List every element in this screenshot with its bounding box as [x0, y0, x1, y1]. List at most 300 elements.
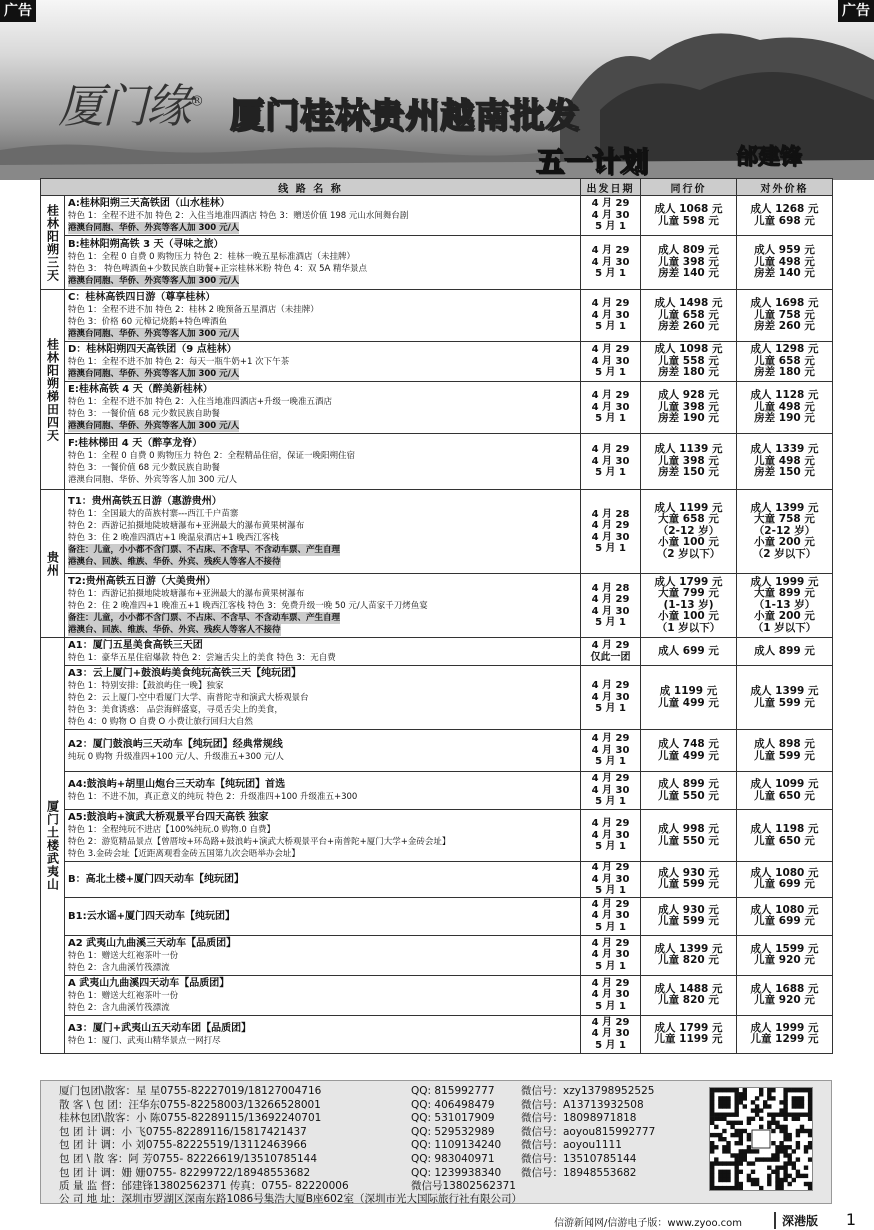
header-route: 线 路 名 称 — [41, 179, 581, 196]
retail-price: 儿童 920 元 — [754, 954, 815, 966]
route-cell[interactable] — [65, 574, 581, 638]
header-retail-price: 对外价格 — [737, 179, 833, 196]
peer-price: 成 1199 元 — [659, 685, 718, 697]
table-row — [41, 382, 833, 434]
retail-price-cell — [737, 935, 833, 975]
table-row — [41, 810, 833, 862]
peer-price: 成人 930 元 — [658, 866, 719, 879]
peer-price: 成人 809 元 — [658, 244, 719, 257]
retail-price: 儿童 658 元 — [754, 354, 815, 367]
peer-price: 房差 180 元 — [658, 366, 719, 379]
route-note: 备注：儿童，小小都不含门票、不占床、不含早、不含动车票、产生自理 — [68, 545, 341, 555]
contact-qq: QQ: 983040971 — [411, 1152, 495, 1165]
departure-date: 4 月 29 — [591, 733, 630, 745]
route-cell[interactable] — [65, 772, 581, 810]
route-feature: 特色 2：游览精品景点【曾厝垵+环岛路+鼓浪屿+演武大桥观景平台+南普陀+厦门大学+金砖会址】 — [68, 837, 451, 847]
category-label: 贵州 — [45, 550, 60, 577]
retail-price: 儿童 599 元 — [754, 696, 815, 709]
retail-price: 房差 260 元 — [754, 320, 815, 333]
departure-date: 4 月 29 — [591, 898, 630, 910]
route-feature: 特色 1：赠送大红袍茶叶一份 — [68, 950, 179, 961]
departure-date: 5 月 1 — [595, 756, 626, 768]
departure-date: 5 月 1 — [595, 413, 626, 425]
peer-price: 儿童 1199 元 — [654, 1033, 723, 1045]
banner-subtitle: 五一计划 — [536, 145, 649, 178]
retail-price-cell — [737, 574, 833, 638]
route-feature: 特色 1：豪华五星住宿爆款 特色 2：尝遍舌尖上的美食 特色 3：无自费 — [68, 653, 336, 663]
retail-price-cell — [737, 772, 833, 810]
peer-price-cell — [641, 862, 737, 898]
route-title[interactable]: A3：厦门+武夷山五天动车团【品质团】 — [68, 1022, 252, 1034]
peer-price: 大童 799 元 — [658, 587, 719, 600]
contact-row — [59, 1126, 655, 1140]
route-feature: 特色 1：全国最大的苗族村寨---西江千户苗寨 — [68, 509, 239, 519]
retail-price-cell — [737, 490, 833, 574]
retail-price: 成人 1099 元 — [750, 778, 819, 790]
category-cell — [41, 290, 65, 490]
route-cell[interactable] — [65, 638, 581, 666]
route-feature: 特色 3：住 2 晚准四酒店+1 晚温泉酒店+1 晚西江客栈 — [68, 533, 279, 543]
page-number: 1 — [845, 1210, 856, 1229]
retail-price-cell — [737, 666, 833, 730]
category-cell — [41, 490, 65, 638]
peer-price-cell — [641, 772, 737, 810]
contact-qq: QQ: 531017909 — [411, 1112, 495, 1125]
retail-price: 儿童 1299 元 — [750, 1033, 819, 1045]
retail-price-cell — [737, 897, 833, 935]
route-cell[interactable] — [65, 342, 581, 382]
departure-date: 4 月 29 — [591, 773, 630, 785]
route-feature: 特色 3：一餐价值 68 元少数民族自助餐 — [68, 463, 220, 473]
contact-row — [59, 1180, 655, 1194]
retail-price-cell — [737, 730, 833, 772]
date-cell — [581, 490, 641, 574]
route-title[interactable]: A1：厦门五星美食高铁三天团 — [68, 640, 203, 651]
retail-price: 成人 1399 元 — [750, 501, 819, 514]
departure-date: 5 月 1 — [595, 268, 626, 280]
retail-price: 成人 1399 元 — [750, 685, 819, 697]
departure-date: 4 月 30 — [591, 949, 630, 961]
contact-row — [59, 1167, 655, 1181]
route-feature: 特色 1：特别安排:【鼓浪屿住一晚】独家 — [68, 681, 224, 691]
category-cell — [41, 196, 65, 290]
route-note-row — [68, 275, 577, 287]
retail-price: 房差 190 元 — [754, 412, 815, 425]
retail-price: 儿童 498 元 — [754, 454, 815, 467]
peer-price: 成人 1498 元 — [654, 297, 723, 310]
ad-tag-left: 广告 — [0, 0, 36, 22]
table-row — [41, 862, 833, 898]
retail-price-cell — [737, 342, 833, 382]
route-cell[interactable] — [65, 196, 581, 236]
retail-price: 大童 758 元 — [754, 513, 815, 526]
date-cell — [581, 236, 641, 290]
route-note-row — [68, 624, 577, 636]
date-cell — [581, 772, 641, 810]
departure-date: 4 月 30 — [591, 744, 630, 756]
peer-price: 成人 928 元 — [658, 389, 719, 402]
departure-date: 4 月 29 — [591, 862, 630, 873]
departure-date: 仅此一团 — [590, 651, 631, 663]
retail-price: 成人 898 元 — [754, 738, 815, 750]
contact-qq: 微信号13802562371 — [411, 1180, 516, 1193]
departure-date: 5 月 1 — [595, 960, 626, 972]
table-row — [41, 1015, 833, 1053]
departure-date: 4 月 30 — [591, 784, 630, 796]
route-note-row — [68, 328, 577, 340]
peer-price: 成人 748 元 — [658, 738, 719, 750]
route-note: 港澳台、回族、维族、华侨、外宾、残疾人等客人不接待 — [68, 625, 281, 635]
banner-title: 厦门桂林贵州越南批发 — [230, 96, 580, 136]
route-title[interactable]: F:桂林梯田 4 天（醉享龙脊） — [68, 438, 203, 449]
retail-price: 儿童 758 元 — [754, 308, 815, 321]
contact-qq: QQ: 1239938340 — [411, 1166, 502, 1179]
route-cell[interactable] — [65, 975, 581, 1015]
peer-price-cell — [641, 196, 737, 236]
peer-price: 儿童 820 元 — [658, 994, 719, 1006]
route-note-row — [68, 420, 577, 432]
route-feature: 纯玩 0 购物 升级准四+100 元/人、升级准五+300 元/人 — [68, 752, 284, 762]
route-feature: 特色 1：厦门、武夷山精华景点一网打尽 — [68, 1035, 221, 1046]
peer-price-cell — [641, 897, 737, 935]
route-feature: 特色 1：全程 0 自费 0 购物压力 特色 2：全程精品住宿，保证一晚阳朔住宿 — [68, 451, 356, 461]
retail-price: 成人 1080 元 — [750, 866, 819, 879]
peer-price: 成人 899 元 — [658, 778, 719, 790]
date-cell — [581, 935, 641, 975]
route-feature: 特色 1：赠送大红袍茶叶一份 — [68, 990, 179, 1001]
route-title[interactable]: A3：云上厦门+鼓浪屿美食纯玩高铁三天【纯玩团】 — [68, 668, 302, 679]
departure-date: 4 月 30 — [591, 256, 630, 268]
route-cell[interactable] — [65, 236, 581, 290]
route-title[interactable]: D：桂林阳朔四天高铁团（9 点桂林） — [68, 344, 237, 355]
peer-price-cell — [641, 342, 737, 382]
date-cell — [581, 897, 641, 935]
table-row — [41, 290, 833, 342]
departure-date: 5 月 1 — [595, 921, 626, 933]
table-row — [41, 638, 833, 666]
departure-date: 4 月 30 — [591, 401, 630, 413]
category-label: 桂林阳朔三天 — [45, 203, 60, 282]
peer-price: 大童 658 元 — [658, 513, 719, 526]
table-row — [41, 666, 833, 730]
departure-date: 4 月 29 — [591, 594, 630, 605]
route-cell[interactable] — [65, 897, 581, 935]
website-text: 信游新闻网/信游电子版：www.zyoo.com — [554, 1218, 742, 1229]
table-row — [41, 574, 833, 638]
retail-price: 小童 200 元 — [754, 610, 815, 623]
route-cell[interactable] — [65, 490, 581, 574]
route-cell[interactable] — [65, 730, 581, 772]
wechat-qr-code[interactable] — [709, 1087, 813, 1191]
route-feature: 特色 1：全程不进不加 特色 2：每天一瓶牛奶+1 次下午茶 — [68, 357, 290, 367]
contact-row — [59, 1153, 655, 1167]
date-cell — [581, 1015, 641, 1053]
category-label: 桂林阳朔梯田四天 — [45, 337, 60, 442]
departure-date: 4 月 29 — [591, 818, 630, 830]
retail-price: 儿童 920 元 — [754, 994, 815, 1006]
departure-date: 5 月 1 — [595, 841, 626, 853]
departure-date: 5 月 1 — [595, 796, 626, 808]
peer-price: 房差 140 元 — [658, 267, 719, 280]
peer-price: 成人 1199 元 — [654, 501, 723, 514]
route-note-row — [68, 368, 577, 380]
route-cell[interactable] — [65, 382, 581, 434]
contact-name-phone: 包 团 计 调：姗 姗0755- 82299722/18948553682 — [59, 1166, 311, 1179]
route-cell[interactable] — [65, 666, 581, 730]
retail-price: 儿童 699 元 — [754, 915, 815, 927]
retail-price: 儿童 699 元 — [754, 878, 815, 891]
peer-price: 房差 190 元 — [658, 412, 719, 425]
contact-qq: QQ: 529532989 — [411, 1125, 495, 1138]
peer-price: 成人 1799 元 — [654, 575, 723, 588]
route-price-table — [40, 178, 833, 1054]
route-feature: 特色 2：含九曲溪竹筏漂流 — [68, 962, 170, 973]
departure-date: 4 月 29 — [591, 198, 630, 210]
departure-date: 5 月 1 — [595, 367, 626, 379]
retail-price-cell — [737, 382, 833, 434]
date-cell — [581, 290, 641, 342]
route-feature: 特色 3.金砖会址【近距离观看金砖五国第九次会晤举办会址】 — [68, 849, 300, 859]
departure-date: 5 月 1 — [595, 221, 626, 233]
departure-date: 4 月 29 — [591, 680, 630, 692]
peer-price: 儿童 820 元 — [658, 954, 719, 966]
retail-price: 成人 1339 元 — [750, 443, 819, 456]
retail-price: （1 岁以下） — [752, 621, 817, 634]
route-cell[interactable] — [65, 935, 581, 975]
peer-price: 小童 100 元 — [658, 536, 719, 549]
contact-name-phone: 厦门包团\散客：星 星0755-82227019/18127004716 — [59, 1085, 322, 1097]
retail-price: 房差 180 元 — [754, 366, 815, 379]
table-row — [41, 342, 833, 382]
departure-date: 4 月 29 — [591, 444, 630, 456]
retail-price-cell — [737, 862, 833, 898]
route-cell[interactable] — [65, 1015, 581, 1053]
route-title[interactable]: T2:贵州高铁五日游（大美贵州） — [68, 576, 216, 587]
contact-qq: QQ: 815992777 — [411, 1085, 495, 1097]
contact-name-phone: 包 团 \ 散 客：阿 芳0755- 82226619/13510785144 — [59, 1152, 318, 1165]
route-feature: 特色 4：0 购物 O 自费 O 小费让旅行回归大自然 — [68, 717, 253, 727]
departure-date: 4 月 29 — [591, 245, 630, 257]
route-note: 港澳台同胞、华侨、外宾等客人加 300 元/人 — [68, 223, 240, 233]
route-title[interactable]: B:桂林阳朔高铁 3 天（寻味之旅） — [68, 239, 224, 250]
departure-date: 4 月 30 — [591, 873, 630, 885]
departure-date: 5 月 1 — [595, 1039, 626, 1051]
contact-wechat: 微信号：aoyou815992777 — [521, 1125, 656, 1138]
peer-price: 成人 1068 元 — [654, 203, 723, 215]
header-date: 出发日期 — [581, 179, 641, 196]
departure-date: 5 月 1 — [595, 1000, 626, 1012]
date-cell — [581, 975, 641, 1015]
route-cell[interactable] — [65, 862, 581, 898]
route-feature: 特色 2：云上厦门-空中看厦门大学、南普陀寺和演武大桥观景台 — [68, 693, 309, 703]
departure-date: 4 月 30 — [591, 989, 630, 1001]
route-title[interactable]: A:桂林阳朔三天高铁团（山水桂林） — [68, 198, 230, 209]
departure-date: 4 月 30 — [591, 209, 630, 221]
contact-qq: QQ: 1109134240 — [411, 1139, 502, 1152]
peer-price: 儿童 550 元 — [658, 834, 719, 847]
retail-price: 儿童 498 元 — [754, 400, 815, 413]
departure-date: 4 月 30 — [591, 910, 630, 922]
departure-date: 4 月 29 — [591, 977, 630, 989]
retail-price: 成人 1999 元 — [750, 575, 819, 588]
departure-date: 4 月 30 — [591, 1028, 630, 1040]
date-cell — [581, 342, 641, 382]
retail-price: 儿童 650 元 — [754, 834, 815, 847]
route-feature: 特色 1：全程不进不加 特色 2：桂林 2 晚预备五星酒店（未挂牌） — [68, 305, 319, 315]
route-cell[interactable] — [65, 434, 581, 490]
route-note: 港澳台同胞、华侨、外宾等客人加 300 元/人 — [68, 329, 240, 339]
contact-panel — [40, 1080, 832, 1204]
peer-price-cell — [641, 290, 737, 342]
retail-price-cell — [737, 638, 833, 666]
route-title[interactable]: A2：厦门鼓浪屿三天动车【纯玩团】经典常规线 — [68, 739, 283, 750]
retail-price: 成人 1688 元 — [750, 982, 819, 995]
peer-price: 小童 100 元 — [658, 610, 719, 623]
contact-wechat: 微信号：xzy13798952525 — [521, 1085, 655, 1097]
departure-date: 5 月 1 — [595, 885, 626, 896]
peer-price: 成人 699 元 — [658, 644, 719, 657]
date-cell — [581, 434, 641, 490]
route-note: 港澳台同胞、华侨、外宾等客人加 300 元/人 — [68, 421, 240, 431]
contact-name-phone: 质 量 监 督：邰建锋13802562371 传真：0755- 82220006 — [59, 1180, 349, 1193]
route-feature: 特色 1：全程不进不加 特色 2：入住当地准四酒店+升级一晚准五酒店 — [68, 397, 333, 407]
peer-price: （1 岁以下） — [656, 621, 721, 634]
peer-price: 成人 930 元 — [658, 903, 719, 916]
route-title[interactable]: A5:鼓浪屿+演武大桥观景平台四天高铁 独家 — [68, 812, 269, 823]
category-label: 厦门土楼武夷山 — [45, 799, 60, 891]
contact-wechat: 微信号：18098971818 — [521, 1112, 637, 1125]
peer-price-cell — [641, 638, 737, 666]
peer-price: 儿童 398 元 — [658, 400, 719, 413]
route-feature: 特色 3： 特色啤酒鱼+少数民族自助餐+正宗桂林米粉 特色 4：双 5A 精华景点 — [68, 264, 367, 274]
route-title[interactable]: B1:云水谣+厦门四天动车【纯玩团】 — [68, 910, 235, 922]
route-title[interactable]: A2 武夷山九曲溪三天动车【品质团】 — [68, 937, 237, 949]
header-banner — [0, 0, 874, 180]
retail-price: 小童 200 元 — [754, 536, 815, 549]
route-feature: 特色 1：全程纯玩不进店【100%纯玩.0 购物.0 自费】 — [68, 825, 276, 835]
peer-price: 成人 1098 元 — [654, 343, 723, 356]
retail-price-cell — [737, 196, 833, 236]
date-cell — [581, 196, 641, 236]
table-row — [41, 730, 833, 772]
route-feature: 特色 1：不进不加，真正意义的纯玩 特色 2：升级准四+100 升级准五+300 — [68, 792, 358, 802]
retail-price: 儿童 599 元 — [754, 749, 815, 762]
retail-price-cell — [737, 810, 833, 862]
departure-date: 5 月 1 — [595, 617, 626, 628]
route-title[interactable]: T1：贵州高铁五日游（惠游贵州） — [68, 496, 222, 507]
banner-author: 邰建锋 — [736, 145, 803, 170]
peer-price-cell — [641, 382, 737, 434]
contact-name-phone: 包 团 计 调：小 刘0755-82225519/13112463966 — [59, 1139, 307, 1152]
peer-price: 儿童 398 元 — [658, 255, 719, 268]
retail-price-cell — [737, 434, 833, 490]
peer-price-cell — [641, 574, 737, 638]
peer-price: 儿童 499 元 — [658, 749, 719, 762]
departure-date: 4 月 28 — [591, 582, 630, 594]
section-label: 深港版 — [774, 1212, 818, 1229]
route-feature: 特色 3：一餐价值 68 元少数民族自助餐 — [68, 409, 220, 419]
route-note-row — [68, 222, 577, 234]
peer-price: 儿童 599 元 — [658, 915, 719, 927]
retail-price-cell — [737, 975, 833, 1015]
route-feature: 特色 2：西游记拍摄地陡坡塘瀑布+亚洲最大的瀑布黄果树瀑布 — [68, 521, 305, 531]
route-title[interactable]: A 武夷山九曲溪四天动车【品质团】 — [68, 977, 230, 989]
route-note: 备注：儿童，小小都不含门票、不占床、不含早、不含动车票、产生自理 — [68, 613, 341, 623]
route-note: 港澳台同胞、华侨、外宾等客人加 300 元/人 — [68, 276, 240, 286]
departure-date: 4 月 30 — [591, 309, 630, 321]
retail-price: 成人 899 元 — [754, 644, 815, 657]
route-title[interactable]: B：高北土楼+厦门四天动车【纯玩团】 — [68, 873, 245, 885]
ad-tag-right: 广告 — [838, 0, 874, 22]
retail-price: 成人 1080 元 — [750, 903, 819, 916]
contact-name-phone: 散 客 \ 包 团：汪华东0755-82258003/13266528001 — [59, 1098, 321, 1111]
departure-date: 5 月 1 — [595, 467, 626, 479]
retail-price: 房差 140 元 — [754, 267, 815, 280]
peer-price-cell — [641, 810, 737, 862]
departure-date: 4 月 29 — [591, 640, 630, 651]
route-feature: 特色 1：全程 0 自费 0 购物压力 特色 2：桂林一晚五星标准酒店（未挂牌） — [68, 252, 356, 262]
brand-logo: 厦门缘® — [58, 79, 202, 133]
departure-date: 4 月 29 — [591, 1016, 630, 1028]
route-feature: 特色 1：全程不进不加 特色 2：入住当地准四酒店 特色 3：赠送价值 198 元山水间舞台剧 — [68, 211, 409, 221]
company-address: 公 司 地 址：深圳市罗湖区深南东路1086号集浩大厦B座602室（深圳市光大国际旅行社有限公司） — [59, 1193, 522, 1205]
peer-price-cell — [641, 1015, 737, 1053]
date-cell — [581, 574, 641, 638]
category-cell — [41, 638, 65, 1054]
peer-price-cell — [641, 730, 737, 772]
peer-price: 儿童 658 元 — [658, 308, 719, 321]
contact-list — [59, 1085, 655, 1194]
route-feature: 港澳台同胞、华侨、外宾等客人加 300 元/人 — [68, 475, 237, 485]
peer-price: （2 岁以下） — [656, 547, 721, 560]
retail-price: 儿童 498 元 — [754, 255, 815, 268]
route-note-row — [68, 544, 577, 556]
date-cell — [581, 638, 641, 666]
departure-date: 4 月 30 — [591, 605, 630, 617]
departure-date: 5 月 1 — [595, 543, 626, 554]
retail-price: 儿童 650 元 — [754, 789, 815, 802]
peer-price: 儿童 499 元 — [658, 696, 719, 709]
retail-price: 成人 1698 元 — [750, 297, 819, 310]
peer-price: 成人 1488 元 — [654, 982, 723, 995]
table-row — [41, 490, 833, 574]
retail-price: 成人 1128 元 — [750, 389, 819, 402]
departure-date: 4 月 30 — [591, 531, 630, 543]
route-cell[interactable] — [65, 810, 581, 862]
contact-row — [59, 1099, 655, 1113]
date-cell — [581, 382, 641, 434]
departure-date: 5 月 1 — [595, 321, 626, 333]
route-note: 港澳台、回族、维族、华侨、外宾、残疾人等客人不接待 — [68, 557, 281, 567]
peer-price: 儿童 550 元 — [658, 789, 719, 802]
date-cell — [581, 666, 641, 730]
table-row — [41, 196, 833, 236]
retail-price: 成人 1599 元 — [750, 942, 819, 955]
retail-price: 成人 1999 元 — [750, 1021, 819, 1034]
route-cell[interactable] — [65, 290, 581, 342]
route-title[interactable]: C：桂林高铁四日游（尊享桂林） — [68, 292, 216, 303]
retail-price: 儿童 698 元 — [754, 214, 815, 227]
route-title[interactable]: A4:鼓浪屿+胡里山炮台三天动车【纯玩团】首选 — [68, 779, 286, 790]
header-peer-price: 同行价 — [641, 179, 737, 196]
peer-price: (1-13 岁) — [663, 598, 714, 611]
route-title[interactable]: E:桂林高铁 4 天（醉美新桂林） — [68, 384, 213, 395]
date-cell — [581, 810, 641, 862]
retail-price: 成人 1198 元 — [750, 823, 819, 835]
peer-price: 成人 1399 元 — [654, 942, 723, 955]
retail-price-cell — [737, 236, 833, 290]
route-feature: 特色 1：西游记拍摄地陡坡塘瀑布+亚洲最大的瀑布黄果树瀑布 — [68, 589, 305, 599]
